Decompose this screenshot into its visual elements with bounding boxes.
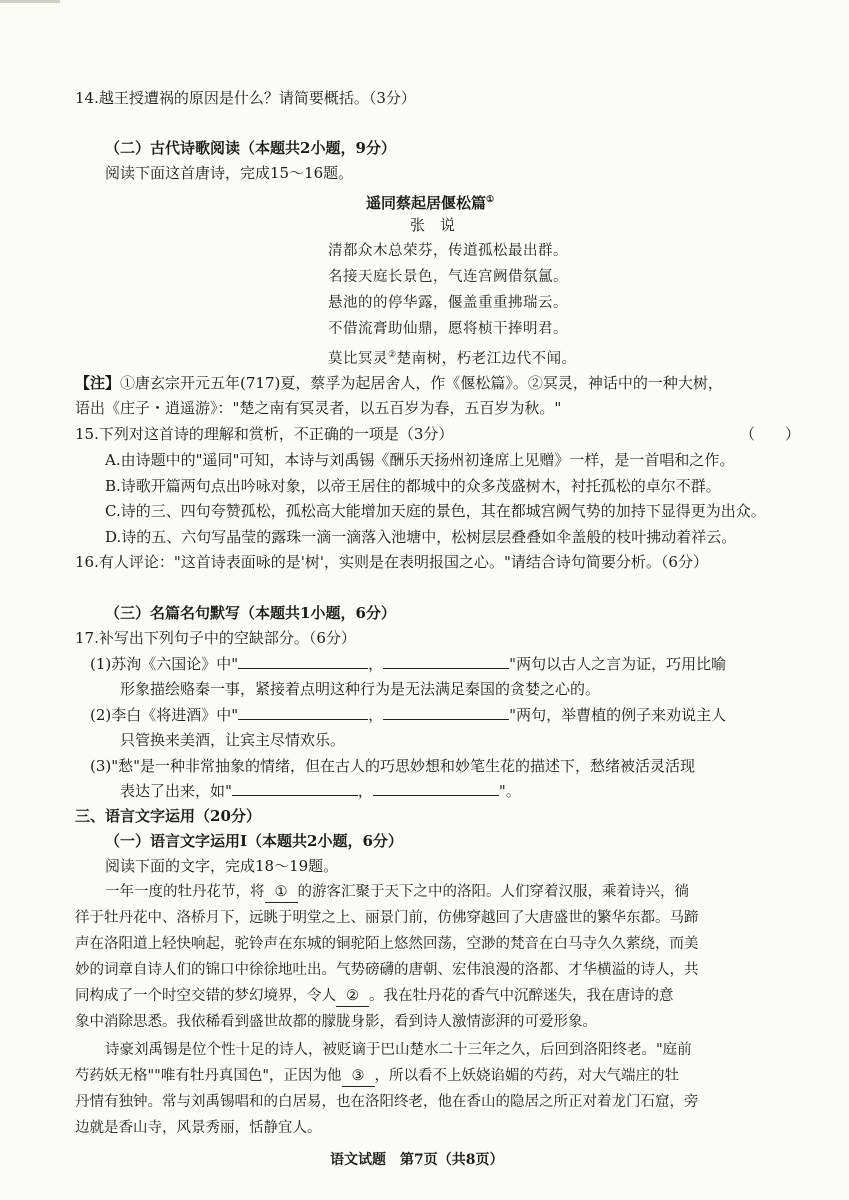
option-d: D.诗的五、六句写晶莹的露珠一滴一滴落入池塘中，松树层层叠叠如伞盖般的枝叶拂动着祥云。 [105,528,737,546]
poem-line-1: 清都众木总荣芬，传道孤松最出群。 [328,243,568,259]
q17-item-2-cont: 只管换来美酒，让宾主尽情欢乐。 [120,731,346,749]
option-b: B.诗歌开篇两句点出吟咏对象，以帝王居住的都城中的众多茂盛树木，衬托孤松的卓尔不群。 [105,477,721,495]
para-2-line-3: 丹情有独钟。常与刘禹锡唱和的白居易，也在洛阳终老，他在香山的隐居之所正对着龙门石窟，旁 [75,1094,699,1110]
q17-item-3: (3)"愁"是一种非常抽象的情绪，但在古人的巧思妙想和妙笔生花的描述下，愁绪被活灵活现 [90,757,696,775]
question-14: 14.越王授遭祸的原因是什么？请简要概括。（3分） [75,89,416,107]
para-2-line-2: 芍药妖无格""唯有牡丹真国色"，正因为他 ③ ，所以看不上妖娆谄媚的芍药，对大气端庄的牡 [75,1066,679,1087]
q17-item-3-cont: 表达了出来，如" ， "。 [120,782,521,800]
answer-blank[interactable] [383,705,509,720]
blank-1[interactable]: ① [265,882,298,903]
part-3-heading: 三、语言文字运用（20分） [75,807,261,825]
question-16: 16.有人评论："这首诗表面咏的是'树'，实则是在表明报国之心。"请结合诗句简要分析。（6分） [75,553,708,571]
poem-author: 张 说 [410,216,456,234]
para-2-line-1: 诗豪刘禹锡是位个性十足的诗人，被贬谪于巴山楚水二十三年之久，后回到洛阳终老。"庭前 [105,1042,692,1058]
question-15: 15.下列对这首诗的理解和赏析，不正确的一项是（3分） [75,425,454,443]
poem-line-5: 莫比冥灵②楚南树，朽老江边代不闻。 [328,350,577,367]
answer-paren: （ ） [740,425,801,443]
para-1-line-6: 象中消除思悉。我依稀看到盛世故都的朦胧身影，看到诗人激情澎湃的可爱形象。 [75,1014,597,1030]
scan-mark [0,0,60,3]
para-1-line-1: 一年一度的牡丹花节，将 ① 的游客汇聚于天下之中的洛阳。人们穿着汉服，乘着诗兴，徜 [105,882,689,903]
answer-blank[interactable] [373,781,499,796]
note-line-1: 【注】①唐玄宗开元五年(717)夏，蔡孚为起居舍人，作《偃松篇》。②冥灵，神话中的一种大树， [75,374,723,392]
option-c: C.诗的三、四句夸赞孤松，孤松高大能增加天庭的景色，其在都城宫阙气势的加持下显得更为出众。 [105,502,766,520]
poem-title: 遥同蔡起居偃松篇① [366,194,495,212]
q17-item-2: (2)李白《将进酒》中" ， "两句，举曹植的例子来劝说主人 [90,706,727,724]
blank-3[interactable]: ③ [342,1066,375,1087]
para-1-line-2: 徉于牡丹花中、洛桥月下，远眺于明堂之上、丽景门前，仿佛穿越回了大唐盛世的繁华东都。马蹄 [75,910,699,926]
section-heading-poetry: （二）古代诗歌阅读（本题共2小题，9分） [105,139,396,157]
section-intro-language: 阅读下面的文字，完成18～19题。 [105,857,339,875]
question-17: 17.补写出下列句子中的空缺部分。（6分） [75,629,356,647]
answer-blank[interactable] [238,705,368,720]
poem-line-3: 悬池的的停华露，偃盖重重拂瑞云。 [328,295,568,311]
section-heading-dictation: （三）名篇名句默写（本题共1小题，6分） [105,604,396,622]
para-1-line-5: 同构成了一个时空交错的梦幻境界，令人 ② 。我在牡丹花的香气中沉醉迷失，我在唐诗的意 [75,986,674,1007]
blank-2[interactable]: ② [336,986,369,1007]
poem-line-4: 不借流膏助仙鼎，愿将桢干捧明君。 [328,321,568,337]
answer-blank[interactable] [238,654,368,669]
answer-blank[interactable] [383,654,509,669]
section-heading-language: （一）语言文字运用Ⅰ（本题共2小题，6分） [105,832,403,850]
section-intro-poetry: 阅读下面这首唐诗，完成15～16题。 [105,164,354,182]
para-2-line-4: 边就是香山寺，风景秀丽，恬静宜人。 [75,1120,322,1136]
para-1-line-4: 妙的词章自诗人们的锦口中徐徐地吐出。气势磅礴的唐朝、宏伟浪漫的洛都、才华横溢的诗人，共 [75,962,699,978]
para-1-line-3: 声在洛阳道上轻快响起，驼铃声在东城的铜驼陌上悠然回荡，空渺的梵音在白马寺久久萦绕，而美 [75,936,699,952]
answer-blank[interactable] [232,781,358,796]
note-line-2: 语出《庄子・逍遥游》："楚之南有冥灵者，以五百岁为春，五百岁为秋。" [75,399,562,417]
q17-item-1: (1)苏洵《六国论》中" ， "两句以古人之言为证，巧用比喻 [90,655,727,673]
page-footer: 语文试题 第7页（共8页） [330,1152,504,1168]
poem-line-2: 名接天庭长景色，气连宫阙借氛氲。 [328,269,568,285]
option-a: A.由诗题中的"遥同"可知，本诗与刘禹锡《酬乐天扬州初逢席上见赠》一样，是一首唱和之作。 [105,451,735,469]
q17-item-1-cont: 形象描绘赂秦一事，紧接着点明这种行为是无法满足秦国的贪婪之心的。 [120,680,601,698]
